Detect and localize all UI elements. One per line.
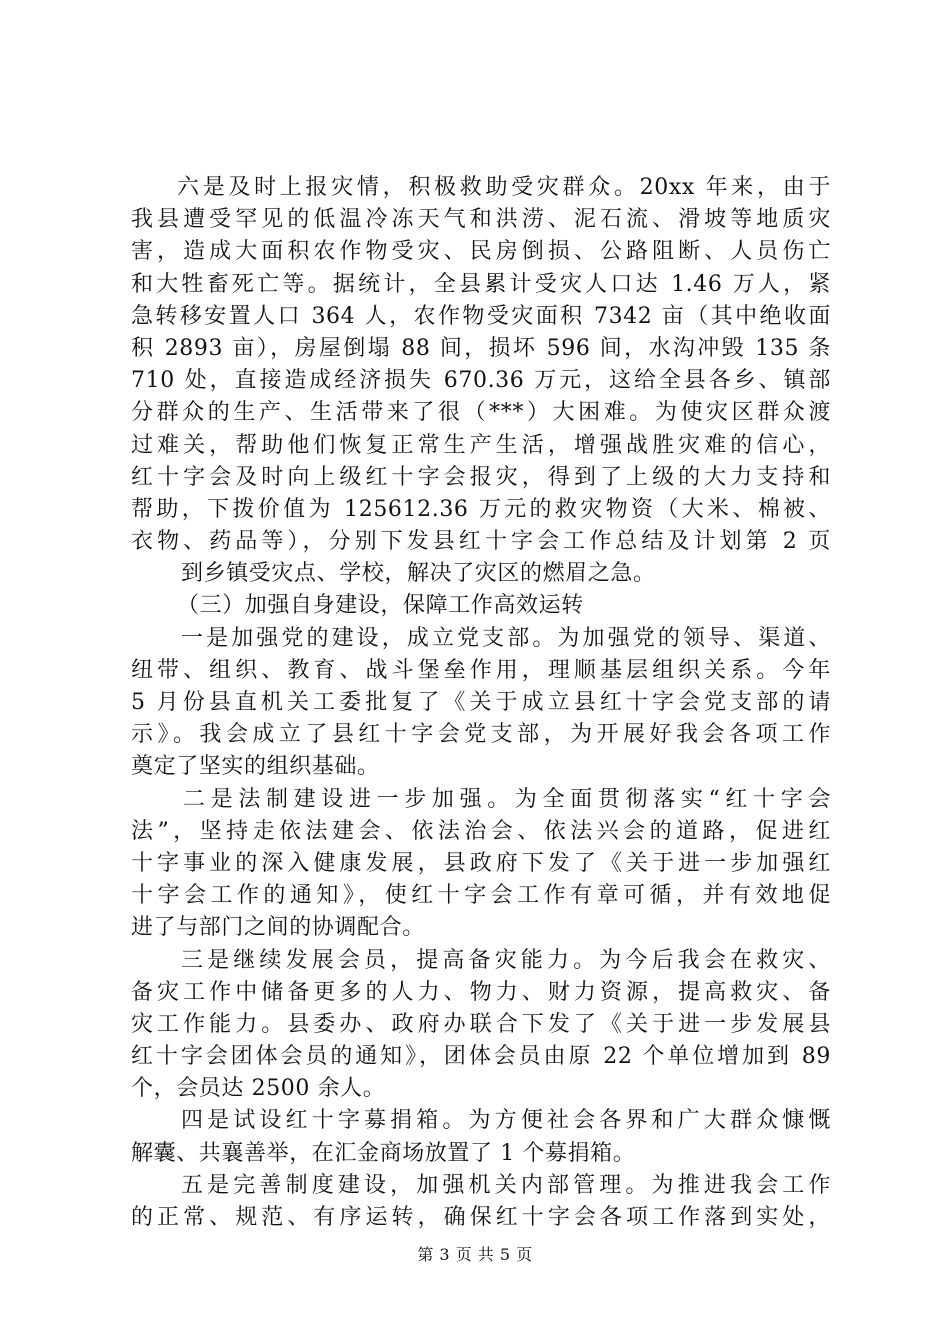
text-line: 红十字会及时向上级红十字会报灾，得到了上级的大力支持和 [131,464,831,490]
text-line: 四是试设红十字募捐箱。为方便社会各界和广大群众慷慨 [181,1108,831,1134]
text-line: 的正常、规范、有序运转，确保红十字会各项工作落到实处， [131,1205,831,1230]
text-line: 一是加强党的建设，成立党支部。为加强党的领导、渠道、 [181,625,831,651]
text-line: 红十字会团体会员的通知》，团体会员由原 22 个单位增加到 89 [131,1044,831,1070]
text-line: 急转移安置人口 364 人，农作物受灾面积 7342 亩（其中绝收面 [131,303,831,329]
text-line: 二是法制建设进一步加强。为全面贯彻落实“红十字会 [183,786,831,812]
text-line: 纽带、组织、教育、战斗堡垒作用，理顺基层组织关系。今年 [131,657,831,683]
text-line: 个，会员达 2500 余人。 [131,1076,386,1102]
text-line: 我县遭受罕见的低温冷冻天气和洪涝、泥石流、滑坡等地质灾 [131,207,831,233]
section-heading: （三）加强自身建设，保障工作高效运转 [177,593,584,619]
text-line: 法”，坚持走依法建会、依法治会、依法兴会的道路，促进红 [131,818,831,844]
text-line: 710 处，直接造成经济损失 670.36 万元，这给全县各乡、镇部 [131,368,831,394]
text-line: 进了与部门之间的协调配合。 [131,915,425,941]
text-line: 帮助，下拨价值为 125612.36 万元的救灾物资（大米、棉被、 [131,496,831,522]
text-line: 害，造成大面积农作物受灾、民房倒损、公路阻断、人员伤亡 [131,239,831,265]
text-line: 5 月份县直机关工委批复了《关于成立县红十字会党支部的请 [131,690,831,715]
text-line: 六是及时上报灾情，积极救助受灾群众。20xx 年来，由于 [177,175,831,200]
text-line: 十字事业的深入健康发展，县政府下发了《关于进一步加强红 [131,850,831,876]
text-line: 分群众的生产、生活带来了很（***）大困难。为使灾区群众渡 [131,400,831,426]
document-body [131,172,831,1234]
text-line: 积 2893 亩），房屋倒塌 88 间，损坏 596 间，水沟冲毁 135 条 [131,335,831,361]
text-line: 备灾工作中储备更多的人力、物力、财力资源，提高救灾、备 [131,979,831,1005]
text-line: 和大牲畜死亡等。据统计，全县累计受灾人口达 1.46 万人，紧 [131,271,831,297]
text-line: 十字会工作的通知》，使红十字会工作有章可循，并有效地促 [131,883,831,909]
text-line: 解囊、共襄善举，在汇金商场放置了 1 个募捐箱。 [131,1140,636,1166]
text-line: 到乡镇受灾点、学校，解决了灾区的燃眉之急。 [181,561,656,587]
text-line: 灾工作能力。县委办、政府办联合下发了《关于进一步发展县 [131,1011,831,1037]
text-line: 三是继续发展会员，提高备灾能力。为今后我会在救灾、 [181,947,831,973]
text-line: 过难关，帮助他们恢复正常生产生活，增强战胜灾难的信心， [131,432,831,458]
text-line: 示》。我会成立了县红十字会党支部，为开展好我会各项工作 [131,722,831,748]
text-line: 衣物、药品等），分别下发县红十字会工作总结及计划第 2 页 [131,529,831,555]
page-number-footer: 第 3 页 共 5 页 [417,1245,533,1264]
text-line: 五是完善制度建设，加强机关内部管理。为推进我会工作 [181,1172,831,1198]
text-line: 奠定了坚实的组织基础。 [131,754,380,780]
